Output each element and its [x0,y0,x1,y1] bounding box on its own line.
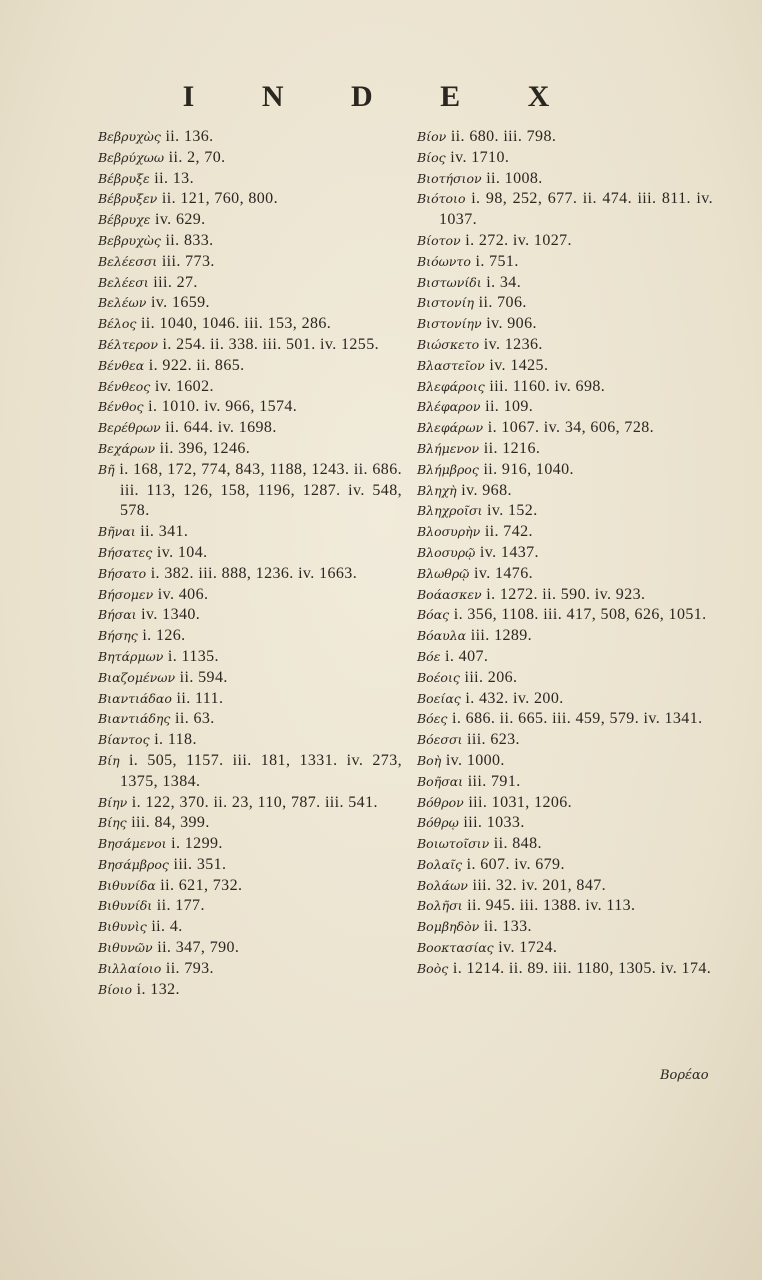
entry-references: i. 407. [445,647,489,665]
index-entry [98,231,402,252]
entry-references: i. 686. ii. 665. iii. 459, 579. iv. 1341. [452,710,703,728]
entry-references: iii. 1289. [470,627,533,645]
entry-headword: Βερέθρων [98,420,161,436]
index-entry [417,689,713,710]
entry-references: ii. 177. [156,897,205,915]
entry-references: iv. 1602. [154,377,214,395]
entry-headword: Βίαντος [98,732,150,748]
entry-headword: Βένθεος [98,378,151,394]
entry-headword: Βέβρυξεν [98,191,158,207]
entry-references: ii. 121, 760, 800. [161,190,278,208]
index-entry [98,273,402,294]
entry-headword: Βολῆσι [417,898,463,914]
entry-headword: Βιθυνὶς [98,919,147,935]
entry-references: iv. 1340. [141,606,201,624]
index-entry [98,938,402,959]
entry-headword: Βήσης [98,628,138,644]
entry-references: i. 1272. ii. 590. iv. 923. [486,585,646,603]
entry-headword: Βήσατο [98,565,147,581]
entry-headword: Βιστωνίδι [417,274,482,290]
entry-headword: Βίοιο [98,981,133,997]
index-entry [417,501,713,522]
entry-references: ii. 793. [165,959,214,977]
entry-references: ii. 111. [176,689,224,707]
index-entry [417,189,713,231]
entry-headword: Βόεσσι [417,732,463,748]
entry-headword: Βόας [417,607,450,623]
entry-headword: Βιώσκετο [417,336,480,352]
entry-headword: Βῆναι [98,524,136,540]
entry-headword: Βόε [417,648,441,664]
index-entry [417,439,713,460]
entry-references: i. 432. iv. 200. [465,689,564,707]
entry-references: i. 122, 370. ii. 23, 110, 787. iii. 541. [131,793,378,811]
index-entry [417,564,713,585]
entry-headword: Βέβρυξε [98,170,150,186]
entry-headword: Βοέοις [417,669,460,685]
entry-references: ii. 133. [483,918,532,936]
entry-headword: Βίην [98,794,128,810]
entry-headword: Βιθυνῶν [98,940,153,956]
index-entry [98,460,402,522]
entry-headword: Βέβρυχε [98,212,151,228]
entry-headword: Βίον [417,129,447,144]
index-entry [98,189,402,210]
index-entry [417,127,713,148]
entry-headword: Βλοσυρὴν [417,524,481,540]
index-entry [417,668,713,689]
index-entry [98,980,402,1001]
entry-references: i. 272. iv. 1027. [465,231,572,249]
entry-references: iv. 104. [156,543,208,561]
entry-references: i. 505, 1157. iii. 181, 1331. iv. 273, 1375, 1384. [120,751,403,790]
entry-references: i. 118. [154,731,197,749]
entry-references: i. 751. [475,252,519,270]
entry-references: iv. 1236. [483,335,543,353]
entry-references: ii. 341. [140,523,189,541]
entry-headword: Βιθυνίδι [98,898,153,914]
index-entry [98,605,402,626]
entry-references: iv. 1000. [445,751,505,769]
entry-headword: Βλεφάροις [417,378,485,394]
entry-references: i. 1067. iv. 34, 606, 728. [487,419,655,437]
entry-headword: Βεβρύχωω [98,149,165,165]
entry-headword: Βλήμενον [417,440,480,456]
index-entry [98,252,402,273]
entry-headword: Βελέεσσι [98,253,158,269]
entry-references: i. 1135. [167,647,219,665]
entry-references: ii. 644. iv. 1698. [165,419,277,437]
index-entry [417,917,713,938]
entry-headword: Βιαντιάδης [98,711,171,727]
entry-headword: Βησάμενοι [98,836,167,852]
index-entry [98,293,402,314]
index-entry [417,418,713,439]
entry-headword: Βλέφαρον [417,399,481,415]
entry-headword: Βησάμβρος [98,856,169,872]
index-entry [417,938,713,959]
entry-references: i. 168, 172, 774, 843, 1188, 1243. ii. 686. iii. 113, 126, 158, 1196, 1287. iv. 548, 578. [119,460,402,520]
entry-references: i. 356, 1108. iii. 417, 508, 626, 1051. [453,606,707,624]
entry-references: ii. 1008. [486,169,543,187]
page-title: I N D E X [182,80,580,113]
entry-headword: Βῆ [98,461,115,477]
index-entry [417,314,713,335]
entry-headword: Βεχάρων [98,440,156,456]
entry-headword: Βόες [417,711,448,727]
entry-references: i. 34. [486,273,522,291]
entry-references: ii. 1040, 1046. iii. 153, 286. [140,315,332,333]
entry-references: iv. 629. [154,211,206,229]
entry-headword: Βέλτερον [98,336,158,352]
index-entry [98,668,402,689]
index-entry [417,834,713,855]
entry-headword: Βοῆσαι [417,773,464,789]
entry-references: iii. 351. [173,855,227,873]
entry-references: iii. 27. [153,273,198,291]
index-entry [417,793,713,814]
entry-headword: Βιστονίη [417,295,475,311]
entry-headword: Βοάασκεν [417,586,482,602]
entry-headword: Βιστονίην [417,316,482,332]
index-entry [98,813,402,834]
entry-headword: Βλωθρῷ [417,565,470,581]
entry-references: ii. 136. [165,128,214,145]
entry-references: i. 1010. iv. 966, 1574. [148,398,298,416]
index-entry [98,210,402,231]
entry-references: i. 922. ii. 865. [148,356,245,374]
entry-references: i. 254. ii. 338. iii. 501. iv. 1255. [162,335,380,353]
entry-headword: Βολαῖς [417,856,462,872]
index-entry [417,751,713,772]
entry-headword: Βοὴ [417,752,442,768]
entry-references: iv. 1476. [473,564,533,582]
index-entry [98,356,402,377]
entry-headword: Βιοτήσιον [417,170,482,186]
index-entry [417,522,713,543]
entry-headword: Βόθρον [417,794,464,810]
index-entry [98,647,402,668]
entry-headword: Βίοτον [417,232,461,248]
index-entry [417,293,713,314]
index-entry [98,709,402,730]
index-entry [417,356,713,377]
entry-references: ii. 742. [484,523,533,541]
index-entry [417,813,713,834]
entry-headword: Βήσαι [98,607,137,623]
index-entry [98,314,402,335]
index-entry [417,481,713,502]
entry-headword: Βοείας [417,690,461,706]
entry-headword: Βληχροῖσι [417,503,483,519]
index-entry [98,335,402,356]
entry-references: ii. 848. [493,835,542,853]
index-entry [417,335,713,356]
index-entry [98,793,402,814]
entry-headword: Βητάρμων [98,648,164,664]
entry-references: i. 98, 252, 677. ii. 474. iii. 811. iv. 1037. [439,190,713,229]
entry-references: ii. 706. [478,294,527,312]
entry-headword: Βιότοιο [417,191,466,207]
entry-headword: Βεβρυχὼς [98,129,161,144]
entry-headword: Βίος [417,149,446,165]
entry-references: iv. 406. [157,585,209,603]
entry-references: ii. 833. [165,231,214,249]
index-entry [98,855,402,876]
entry-references: i. 132. [136,980,180,998]
entry-headword: Βελέων [98,295,147,311]
entry-headword: Βιαντιάδαο [98,690,172,706]
entry-headword: Βήσομεν [98,586,154,602]
entry-headword: Βομβηδὸν [417,919,480,935]
index-entry [98,377,402,398]
entry-headword: Βήσατες [98,544,153,560]
entry-headword: Βοιωτοῖσιν [417,836,490,852]
entry-references: iv. 906. [486,315,537,333]
entry-headword: Βίη [98,752,120,768]
entry-references: i. 1214. ii. 89. iii. 1180, 1305. iv. 174. [452,959,712,977]
entry-headword: Βιαζομένων [98,669,176,685]
index-entry [98,397,402,418]
entry-headword: Βοὸς [417,960,449,976]
entry-references: ii. 396, 1246. [159,439,251,457]
entry-references: iv. 968. [461,481,512,499]
entry-references: ii. 4. [151,918,183,936]
index-entry [98,626,402,647]
index-column-right [417,127,713,980]
index-entry [417,397,713,418]
entry-headword: Βεβρυχὼς [98,232,161,248]
index-entry [417,855,713,876]
entry-headword: Βλοσυρῷ [417,544,476,560]
entry-references: iii. 206. [464,668,518,686]
index-entry [417,626,713,647]
index-entry [417,647,713,668]
index-column-left [98,127,402,1000]
index-entry [98,896,402,917]
index-entry [98,127,402,148]
entry-headword: Βλαστεῖον [417,357,485,373]
entry-references: ii. 945. iii. 1388. iv. 113. [467,897,636,915]
index-entry [417,460,713,481]
entry-headword: Βλήμβρος [417,461,479,477]
entry-references: ii. 347, 790. [157,939,240,957]
index-entry [98,876,402,897]
catchword: Βορέαο [660,1068,709,1083]
index-entry [417,252,713,273]
index-entry [98,522,402,543]
entry-references: i. 126. [142,627,186,645]
entry-references: iv. 1425. [489,356,549,374]
entry-references: iii. 623. [467,731,520,749]
entry-references: i. 607. iv. 679. [466,855,565,873]
index-entry [98,917,402,938]
entry-references: iv. 152. [487,502,538,520]
entry-references: i. 382. iii. 888, 1236. iv. 1663. [150,564,358,582]
index-entry [417,605,713,626]
index-entry [417,959,713,980]
entry-references: iv. 1724. [498,939,558,957]
entry-references: iii. 1031, 1206. [468,793,573,811]
entry-headword: Βιλλαίοιο [98,960,162,976]
entry-references: ii. 594. [179,668,228,686]
entry-references: ii. 1216. [483,439,541,457]
index-entry [98,543,402,564]
index-entry [98,564,402,585]
index-entry [98,585,402,606]
index-entry [417,896,713,917]
entry-headword: Βιόωντο [417,253,471,269]
index-entry [98,689,402,710]
entry-references: iv. 1437. [479,543,539,561]
index-entry [98,439,402,460]
entry-headword: Βένθος [98,399,144,415]
entry-headword: Βέλος [98,316,137,332]
entry-headword: Βένθεα [98,357,145,373]
entry-references: ii. 109. [485,398,534,416]
index-entry [417,273,713,294]
entry-references: iv. 1659. [150,294,210,312]
entry-references: iv. 1710. [450,148,510,166]
entry-headword: Βολάων [417,877,468,893]
index-entry [98,730,402,751]
index-entry [98,751,402,793]
entry-headword: Βίης [98,815,127,831]
index-entry [417,730,713,751]
index-entry [98,169,402,190]
entry-headword: Βλεφάρων [417,420,484,436]
entry-references: i. 1299. [171,835,223,853]
entry-references: ii. 680. iii. 798. [450,128,557,145]
index-entry [98,418,402,439]
index-entry [417,148,713,169]
entry-headword: Βληχὴ [417,482,457,498]
entry-headword: Βοοκτασίας [417,940,494,956]
entry-references: ii. 621, 732. [160,876,243,894]
entry-headword: Βιθυνίδα [98,877,156,893]
entry-headword: Βόθρῳ [417,815,459,831]
entry-references: iii. 1033. [463,814,525,832]
entry-references: ii. 63. [175,710,215,728]
index-entry [417,377,713,398]
entry-headword: Βόαυλα [417,628,467,644]
index-entry [417,709,713,730]
index-entry [417,772,713,793]
index-entry [417,169,713,190]
entry-references: iii. 84, 399. [131,814,210,832]
index-entry [417,231,713,252]
index-entry [98,834,402,855]
entry-references: ii. 2, 70. [168,148,226,166]
entry-headword: Βελέεσι [98,274,149,290]
index-entry [417,876,713,897]
index-entry [417,543,713,564]
entry-references: iii. 791. [467,772,521,790]
entry-references: ii. 13. [154,169,194,187]
entry-references: ii. 916, 1040. [483,460,574,478]
index-entry [417,585,713,606]
index-entry [98,959,402,980]
entry-references: iii. 1160. iv. 698. [489,377,606,395]
entry-references: iii. 32. iv. 201, 847. [472,876,607,894]
entry-references: iii. 773. [161,252,215,270]
index-entry [98,148,402,169]
